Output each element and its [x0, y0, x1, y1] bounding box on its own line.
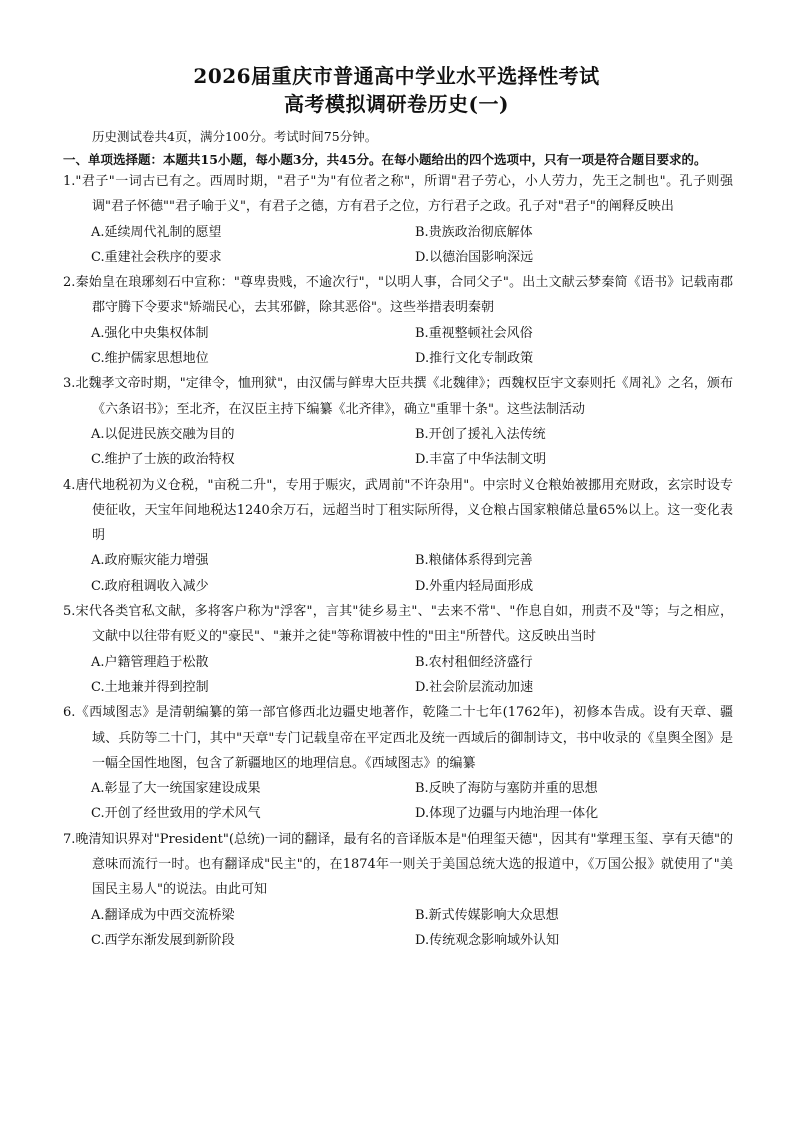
option-b: B.贵族政治彻底解体 [415, 224, 533, 240]
option-d: D.社会阶层流动加速 [415, 679, 534, 695]
question-stem: 7.晚清知识界对"President"(总统)一词的翻译，最有名的音译版本是"伯理玺天德"，因其有"掌理玉玺、享有天德"的意味而流行一时。也有翻译成"民主"的，在1874年一则关于美国总统大选的报道中，《万国公报》就使用了"美国民主易人"的说法。由此可知 [63, 831, 733, 898]
question-item [63, 827, 733, 953]
question-item [63, 700, 733, 826]
option-a: A.翻译成为中西交流桥梁 [91, 907, 235, 923]
option-d: D.推行文化专制政策 [415, 351, 534, 367]
option-list [63, 321, 733, 372]
option-a: A.彰显了大一统国家建设成果 [91, 781, 261, 797]
question-item [63, 371, 733, 472]
option-b: B.农村租佃经济盛行 [415, 654, 533, 670]
question-item [63, 599, 733, 700]
exam-title: 2026届重庆市普通高中学业水平选择性考试 [193, 64, 600, 88]
question-list [63, 169, 733, 953]
question-stem: 6.《西域图志》是清朝编纂的第一部官修西北边疆史地著作，乾隆二十七年(1762年)，初修本告成。设有天章、疆域、兵防等二十门，其中"天章"专门记载皇帝在平定西北及统一西域后的御制诗文，书中收录的《皇舆全图》是一幅全国性地图，包含了新疆地区的地理信息。《西域图志》的编纂 [63, 705, 733, 771]
option-a: A.户籍管理趋于松散 [91, 654, 209, 670]
option-d: D.外重内轻局面形成 [415, 578, 534, 594]
option-list [63, 650, 733, 701]
option-c: C.开创了经世致用的学术风气 [91, 806, 261, 822]
option-c: C.重建社会秩序的要求 [91, 249, 222, 265]
question-item [63, 270, 733, 371]
option-b: B.开创了援礼入法传统 [415, 426, 546, 442]
option-b: B.重视整顿社会风俗 [415, 325, 533, 341]
option-c: C.维护儒家思想地位 [91, 351, 209, 367]
option-d: D.以德治国影响深远 [415, 249, 534, 265]
option-a: A.以促进民族交融为目的 [91, 426, 235, 442]
question-stem: 5.宋代各类官私文献，多将客户称为"浮客"，言其"徒乡易主"、"去来不常"、"作息自如，刑责不及"等；与之相应，文献中以往带有贬义的"豪民"、"兼并之徒"等称谓被中性的"田主"所替代。这反映出当时 [63, 604, 733, 645]
option-list [63, 220, 733, 271]
question-stem: 3.北魏孝文帝时期，"定律令，恤刑狱"，由汉儒与鲜卑大臣共撰《北魏律》；西魏权臣宇文泰则托《周礼》之名，颁布《六条诏书》；至北齐，在汉臣主持下编纂《北齐律》，确立"重罪十条"。这些法制活动 [63, 376, 733, 417]
option-c: C.政府租调收入减少 [91, 578, 209, 594]
option-a: A.延续周代礼制的愿望 [91, 224, 222, 240]
option-d: D.传统观念影响域外认知 [415, 932, 560, 948]
option-list [63, 903, 733, 954]
question-item [63, 169, 733, 270]
option-list [63, 548, 733, 599]
option-d: D.丰富了中华法制文明 [415, 452, 547, 468]
option-list [63, 776, 733, 827]
option-d: D.体现了边疆与内地治理一体化 [415, 806, 599, 822]
question-stem: 2.秦始皇在琅琊刻石中宣称："尊卑贵贱，不逾次行"，"以明人事，合同父子"。出土文献云梦秦简《语书》记载南郡郡守腾下令要求"矫端民心，去其邪僻，除其恶俗"。这些举措表明秦朝 [63, 275, 733, 316]
option-b: B.反映了海防与塞防并重的思想 [415, 781, 598, 797]
exam-intro: 历史测试卷共4页，满分100分。考试时间75分钟。 [92, 129, 378, 144]
option-list [63, 422, 733, 473]
exam-subtitle: 高考模拟调研卷历史(一) [284, 92, 509, 116]
option-a: A.政府赈灾能力增强 [91, 553, 209, 569]
question-stem: 4.唐代地税初为义仓税，"亩税二升"，专用于赈灾，武周前"不许杂用"。中宗时义仓粮始被挪用充财政，玄宗时设专使征收，天宝年间地税达1240余万石，远超当时丁租实际所得，义仓粮占国家粮储总量65%以上。这一变化表明 [63, 477, 733, 544]
option-c: C.西学东渐发展到新阶段 [91, 932, 235, 948]
question-item [63, 473, 733, 599]
question-stem: 1."君子"一词古已有之。西周时期，"君子"为"有位者之称"，所谓"君子劳心，小人劳力，先王之制也"。孔子则强调"君子怀德""君子喻于义"，有君子之德，方有君子之位，方行君子之政。孔子对"君子"的阐释反映出 [63, 174, 733, 215]
option-a: A.强化中央集权体制 [91, 325, 209, 341]
option-c: C.维护了士族的政治特权 [91, 452, 235, 468]
option-b: B.新式传媒影响大众思想 [415, 907, 559, 923]
section-heading: 一、单项选择题：本题共15小题，每小题3分，共45分。在每小题给出的四个选项中，只有一项是符合题目要求的。 [63, 152, 707, 167]
option-b: B.粮储体系得到完善 [415, 553, 533, 569]
option-c: C.土地兼并得到控制 [91, 679, 209, 695]
